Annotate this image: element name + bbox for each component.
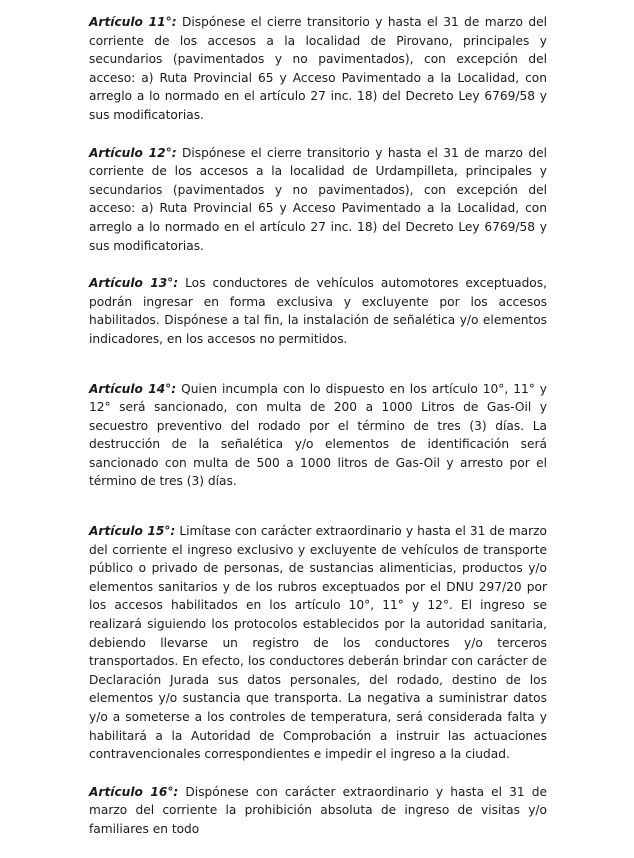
article-13-label: Artículo 13°: [89, 276, 179, 291]
article-16-label: Artículo 16°: [89, 784, 179, 799]
article-12-label: Artículo 12°: [89, 145, 177, 160]
article-15-label: Artículo 15°: [89, 524, 176, 539]
article-11-label: Artículo 11°: [89, 15, 177, 29]
article-11-text: Dispónese el cierre transitorio y hasta el 31 de marzo del corriente de los accesos a la localidad de Pirovano, principales y secundarios (pavimentados y no pavimentados), con excepción del acceso: a) Ruta Provincial 65 y Acceso Pavimentado a la Localidad, con arreglo a lo normado en el artículo 27 inc. 18) del Decreto Ley 6769/58 y sus modificatorias. [89, 15, 548, 122]
article-16-text: Dispónese con carácter extraordinario y hasta el 31 de marzo del corriente la prohibición absoluta de ingreso de visitas y/o familiares en todo [89, 784, 547, 836]
article-12-text: Dispónese el cierre transitorio y hasta el 31 de marzo del corriente de los accesos a la localidad de Urdampilleta, principales y secundarios (pavimentados y no pavimentados), con excepción del acceso: a) Ruta Provincial 65 y Acceso Pavimentado a la Localidad, con arreglo a lo normado en el artículo 27 inc. 18) del Decreto Ley 6769/58 y sus modificatorias. [89, 145, 548, 253]
article-15-text: Limítase con carácter extraordinario y hasta el 31 de marzo del corriente el ingreso exclusivo y excluyente de vehículos de transporte público o privado de personas, de sustancias alimenticias, productos y/o elementos sanitarios y de los rubros exceptuados por el DNU 297/20 por los accesos habilitados en los artículo 10°, 11° y 12°. El ingreso se realizará siguiendo los protocolos establecidos por la autoridad sanitaria, debiendo llevarse un registro de los conductores y/o terceros transportados. En efecto, los conductores deberán brindar con carácter de Declaración Jurada sus datos personales, del rodado, destino de los elementos y/o sustancia que transporta. La negativa a suministrar datos y/o a someterse a los controles de temperatura, será considerada falta y habilitará a la Autoridad de Comprobación a instruir las actuaciones contravencionales correspondientes e impedir el ingreso a la ciudad. [89, 524, 547, 762]
article-12 [89, 144, 547, 256]
article-15 [89, 522, 547, 764]
article-11 [89, 13, 547, 125]
articles-list [89, 13, 547, 858]
article-13 [89, 274, 547, 348]
article-14-label: Artículo 14°: [89, 381, 177, 396]
article-13-text: Los conductores de vehículos automotores exceptuados, podrán ingresar en forma exclusiva y excluyente por los accesos habilitados. Dispónese a tal fin, la instalación de señalética y/o elementos indicadores, en los accesos no permitidos. [89, 276, 547, 346]
article-14 [89, 380, 547, 492]
article-16 [89, 783, 547, 839]
article-14-text: Quien incumpla con lo dispuesto en los artículo 10°, 11° y 12° será sancionado, con multa de 200 a 1000 Litros de Gas-Oil y secuestro preventivo del rodado por el término de tres (3) días. La destrucción de la señalética y/o elementos de identificación será sancionado con multa de 500 a 1000 litros de Gas-Oil y arresto por el término de tres (3) días. [89, 381, 547, 489]
